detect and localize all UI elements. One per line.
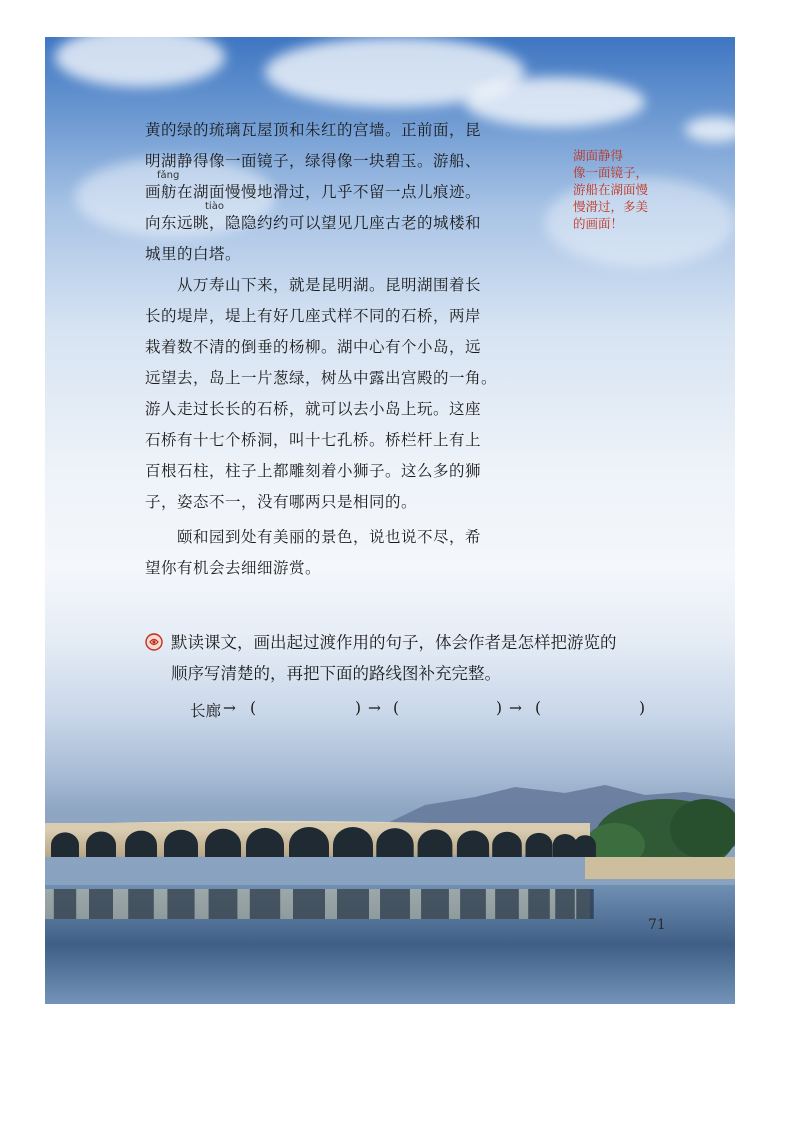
arch-reflection	[421, 889, 449, 919]
arch-reflection	[167, 889, 194, 919]
read-task-icon	[145, 633, 163, 651]
route-blank-open: (	[535, 699, 542, 717]
arch-reflection	[337, 889, 369, 919]
exercise-instruction: 默读课文，画出起过渡作用的句子，体会作者是怎样把游览的 顺序写清楚的，再把下面的路线图补充完整。	[171, 633, 617, 683]
route-start: 长廊	[190, 702, 222, 720]
arch-reflection	[576, 889, 593, 919]
cloud	[55, 37, 225, 87]
bridge-reflection	[54, 889, 594, 919]
arch-reflection	[555, 889, 575, 919]
route-arrow: →	[368, 699, 381, 717]
arch-reflection	[128, 889, 154, 919]
route-blank-open: (	[393, 699, 400, 717]
paragraph-3: 颐和园到处有美丽的景色，说也说不尽，希 望你有机会去细细游赏。	[145, 528, 482, 577]
route-arrow: →	[509, 699, 522, 717]
textbook-page	[45, 37, 735, 1004]
arch-reflection	[495, 889, 519, 919]
arch-reflection	[209, 889, 238, 919]
bridge-arch	[574, 835, 596, 857]
route-blank-close: )	[496, 699, 503, 717]
seventeen-arch-bridge-photo	[45, 737, 735, 1004]
pinyin-fang: fǎng	[157, 170, 180, 181]
arch-reflection	[293, 889, 325, 919]
margin-note: 湖面静得 像一面镜子， 游船在湖面慢 慢滑过，多美 的画面！	[573, 148, 649, 231]
bridge-arch	[553, 834, 577, 857]
arch-reflection	[380, 889, 410, 919]
bridge-arch	[51, 832, 79, 857]
arch-reflection	[460, 889, 486, 919]
paragraph-2: 从万寿山下来，就是昆明湖。昆明湖围着长 长的堤岸，堤上有好几座式样不同的石桥，两岸 栽着数不清的倒垂的杨柳。湖中心有个小岛，远 远望去，岛上一片葱绿，树丛中露出宫殿的一角。 游人走过长长的石桥，就可以去小岛上玩。这座 石桥有十七个桥洞，叫十七孔桥。桥栏杆上有上 百根石柱，柱子上都雕刻着小狮子。这么多的狮 子，姿态不一，没有哪两只是相同的。	[145, 276, 498, 511]
route-blank-open: (	[250, 699, 257, 717]
route-diagram	[45, 699, 735, 723]
page-number: 71	[648, 917, 666, 933]
arch-reflection	[54, 889, 76, 919]
route-blank-close: )	[355, 699, 362, 717]
arch-reflection	[89, 889, 113, 919]
route-blank-close: )	[639, 699, 646, 717]
arch-reflection	[250, 889, 280, 919]
bridge-arch	[526, 833, 553, 857]
paragraph-1: 黄的绿的琉璃瓦屋顶和朱红的宫墙。正前面，昆 明湖静得像一面镜子，绿得像一块碧玉。游船、 画舫在湖面慢慢地滑过，几乎不留一点儿痕迹。 向东远眺，隐隐约约可以望见几座古老的城楼和 城里的白塔。	[145, 121, 482, 263]
route-arrow: →	[223, 699, 236, 717]
pinyin-tiao: tiào	[205, 201, 224, 212]
cloud	[685, 117, 735, 142]
arch-reflection	[528, 889, 550, 919]
